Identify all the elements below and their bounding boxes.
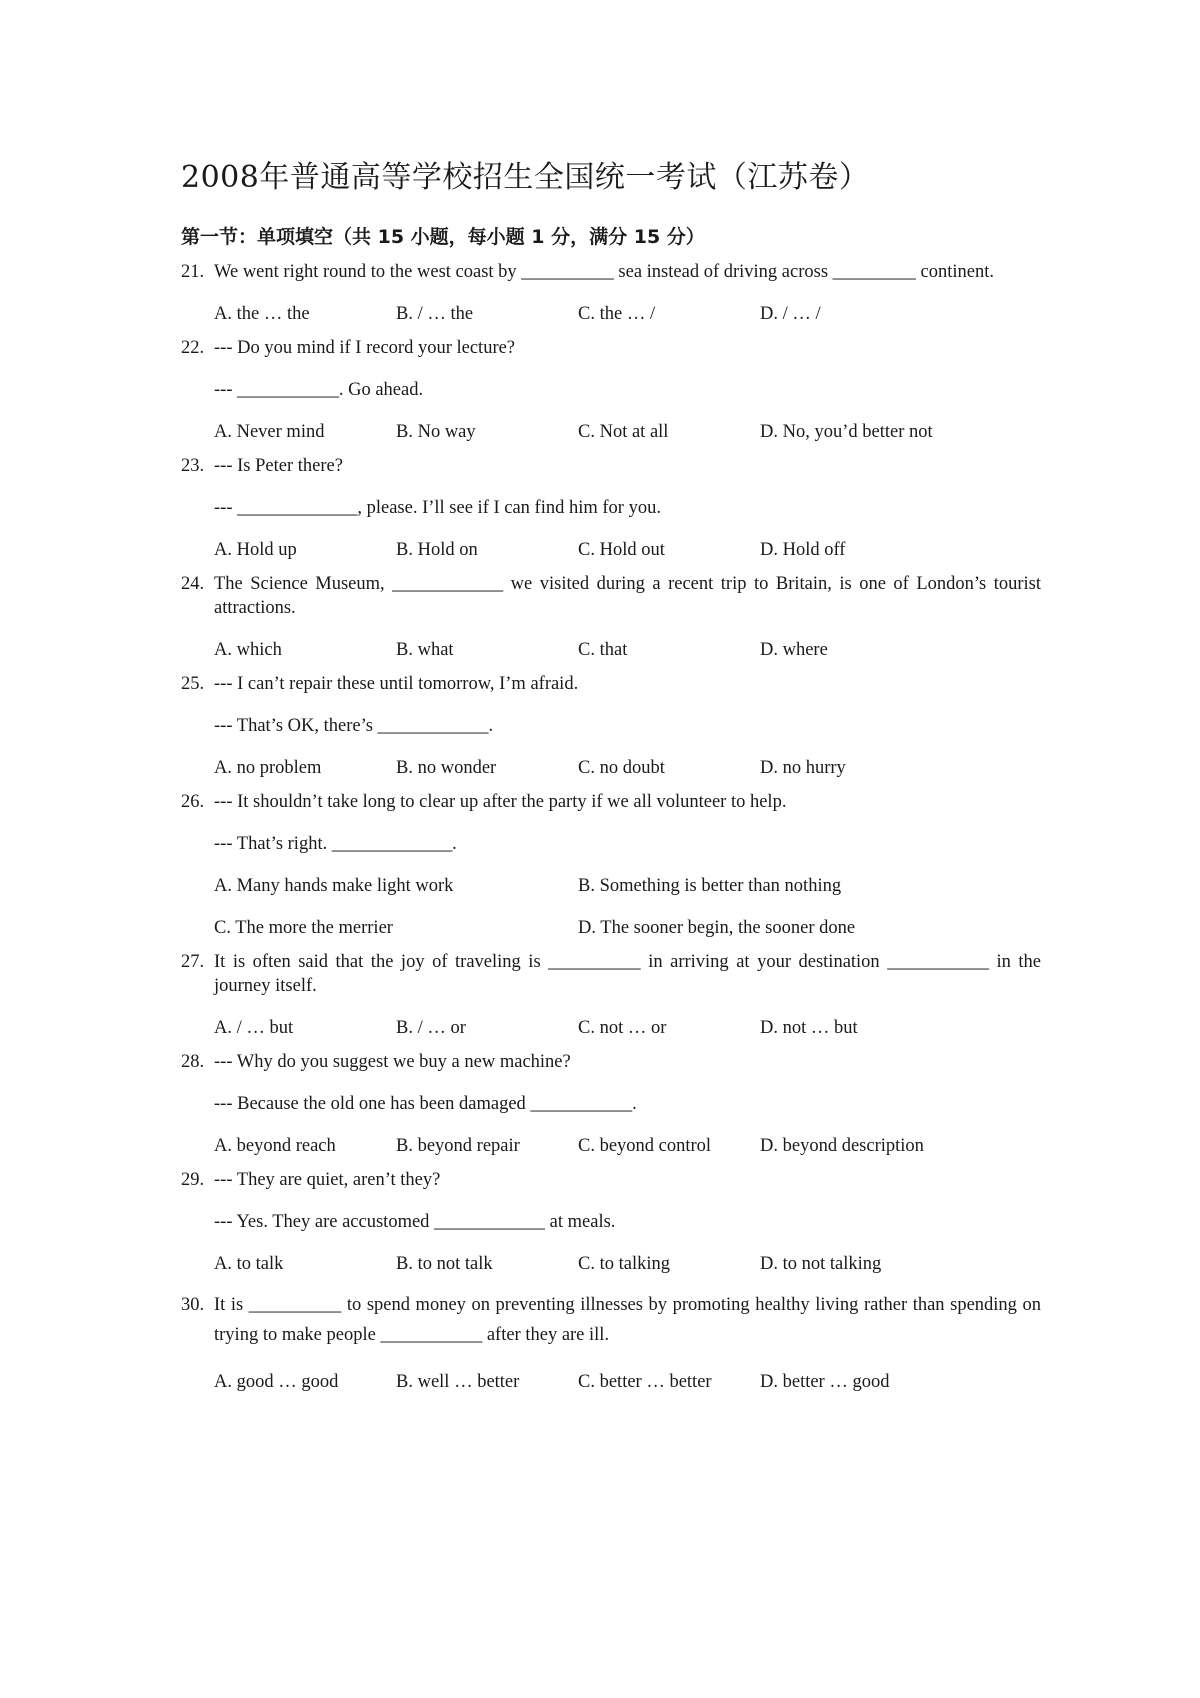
dialogue-reply: --- Because the old one has been damaged ___________. <box>214 1094 637 1114</box>
question-number: 30. <box>181 1295 205 1315</box>
option-a: A. Never mind <box>214 422 325 442</box>
question-text: --- I can’t repair these until tomorrow, I’m afraid. <box>214 674 579 694</box>
dialogue-reply: --- Yes. They are accustomed ____________ at meals. <box>214 1212 616 1232</box>
question-text: It is __________ to spend money on preventing illnesses by promoting healthy living rather than spending on trying to make people ___________ after they are ill. <box>214 1295 1041 1345</box>
question-number: 27. <box>181 952 205 972</box>
option-b: B. / … or <box>396 1018 466 1038</box>
option-d: D. / … / <box>760 304 821 324</box>
question-number: 26. <box>181 792 205 812</box>
option-a: A. / … but <box>214 1018 294 1038</box>
option-c: C. beyond control <box>578 1136 712 1156</box>
question-stem <box>181 454 1041 478</box>
option-b: B. to not talk <box>396 1254 493 1274</box>
options-row <box>214 538 1041 562</box>
option-d: D. No, you’d better not <box>760 422 933 442</box>
options-row <box>214 1370 1041 1394</box>
option-d: D. no hurry <box>760 758 846 778</box>
option-a: A. beyond reach <box>214 1136 336 1156</box>
options-row <box>214 638 1041 662</box>
question-stem <box>181 1050 1041 1074</box>
question-number: 21. <box>181 262 205 282</box>
question-stem <box>181 1290 1041 1350</box>
option-a: A. which <box>214 640 282 660</box>
option-c: C. to talking <box>578 1254 670 1274</box>
option-a: A. no problem <box>214 758 322 778</box>
question-text: The Science Museum, ____________ we visited during a recent trip to Britain, is one of London’s tourist attractions. <box>214 574 1041 618</box>
option-c: C. The more the merrier <box>214 918 393 938</box>
dialogue-reply: --- That’s right. _____________. <box>214 834 457 854</box>
question-text: --- Is Peter there? <box>214 456 343 476</box>
question-stem <box>181 1168 1041 1192</box>
question-number: 22. <box>181 338 205 358</box>
question-text: --- Why do you suggest we buy a new machine? <box>214 1052 571 1072</box>
question-stem <box>181 572 1041 620</box>
question-text: --- Do you mind if I record your lecture? <box>214 338 516 358</box>
option-a: A. to talk <box>214 1254 284 1274</box>
option-c: C. no doubt <box>578 758 665 778</box>
option-d: D. The sooner begin, the sooner done <box>578 918 856 938</box>
question-text: --- It shouldn’t take long to clear up after the party if we all volunteer to help. <box>214 792 787 812</box>
question-text: --- They are quiet, aren’t they? <box>214 1170 441 1190</box>
exam-page <box>181 158 1041 1394</box>
options-row <box>214 420 1041 444</box>
option-d: D. better … good <box>760 1372 890 1392</box>
question-23 <box>181 454 1041 562</box>
option-b: B. No way <box>396 422 476 442</box>
options-row <box>214 302 1041 326</box>
question-text: It is often said that the joy of traveling is __________ in arriving at your destination ___________ in the journey itself. <box>214 952 1041 996</box>
question-stem <box>181 790 1041 814</box>
option-b: B. what <box>396 640 454 660</box>
options-row <box>214 1016 1041 1040</box>
question-22 <box>181 336 1041 444</box>
option-d: D. to not talking <box>760 1254 882 1274</box>
question-stem <box>181 672 1041 696</box>
question-26 <box>181 790 1041 940</box>
question-28 <box>181 1050 1041 1158</box>
question-number: 23. <box>181 456 205 476</box>
option-d: D. where <box>760 640 828 660</box>
options-row <box>214 1134 1041 1158</box>
option-c: C. the … / <box>578 304 656 324</box>
question-27 <box>181 950 1041 1040</box>
option-a: A. the … the <box>214 304 310 324</box>
question-number: 28. <box>181 1052 205 1072</box>
question-number: 29. <box>181 1170 205 1190</box>
option-b: B. beyond repair <box>396 1136 520 1156</box>
question-29 <box>181 1168 1041 1276</box>
option-d: D. beyond description <box>760 1136 924 1156</box>
question-25 <box>181 672 1041 780</box>
section-heading: 第一节：单项填空（共 15 小题，每小题 1 分，满分 15 分） <box>181 226 705 248</box>
option-c: C. that <box>578 640 628 660</box>
question-number: 24. <box>181 574 205 594</box>
option-c: C. Hold out <box>578 540 665 560</box>
question-number: 25. <box>181 674 205 694</box>
question-24 <box>181 572 1041 662</box>
dialogue-reply: --- _____________, please. I’ll see if I can find him for you. <box>214 498 661 518</box>
question-text: We went right round to the west coast by __________ sea instead of driving across _________ continent. <box>214 262 994 282</box>
options-row <box>214 916 1041 940</box>
option-b: B. well … better <box>396 1372 520 1392</box>
options-row <box>214 756 1041 780</box>
exam-title: 2008年普通高等学校招生全国统一考试（江苏卷） <box>181 160 870 195</box>
question-21 <box>181 260 1041 326</box>
option-a: A. Hold up <box>214 540 297 560</box>
dialogue-reply: --- ___________. Go ahead. <box>214 380 424 400</box>
option-d: D. not … but <box>760 1018 858 1038</box>
option-a: A. Many hands make light work <box>214 876 454 896</box>
option-c: C. Not at all <box>578 422 669 442</box>
option-d: D. Hold off <box>760 540 846 560</box>
option-a: A. good … good <box>214 1372 339 1392</box>
option-b: B. no wonder <box>396 758 497 778</box>
options-row <box>214 1252 1041 1276</box>
option-c: C. not … or <box>578 1018 667 1038</box>
option-b: B. / … the <box>396 304 474 324</box>
question-stem <box>181 336 1041 360</box>
dialogue-reply: --- That’s OK, there’s ____________. <box>214 716 494 736</box>
question-stem <box>181 950 1041 998</box>
question-30 <box>181 1290 1041 1394</box>
question-stem <box>181 260 1041 284</box>
option-b: B. Hold on <box>396 540 478 560</box>
options-row <box>214 874 1041 898</box>
option-c: C. better … better <box>578 1372 712 1392</box>
option-b: B. Something is better than nothing <box>578 876 842 896</box>
